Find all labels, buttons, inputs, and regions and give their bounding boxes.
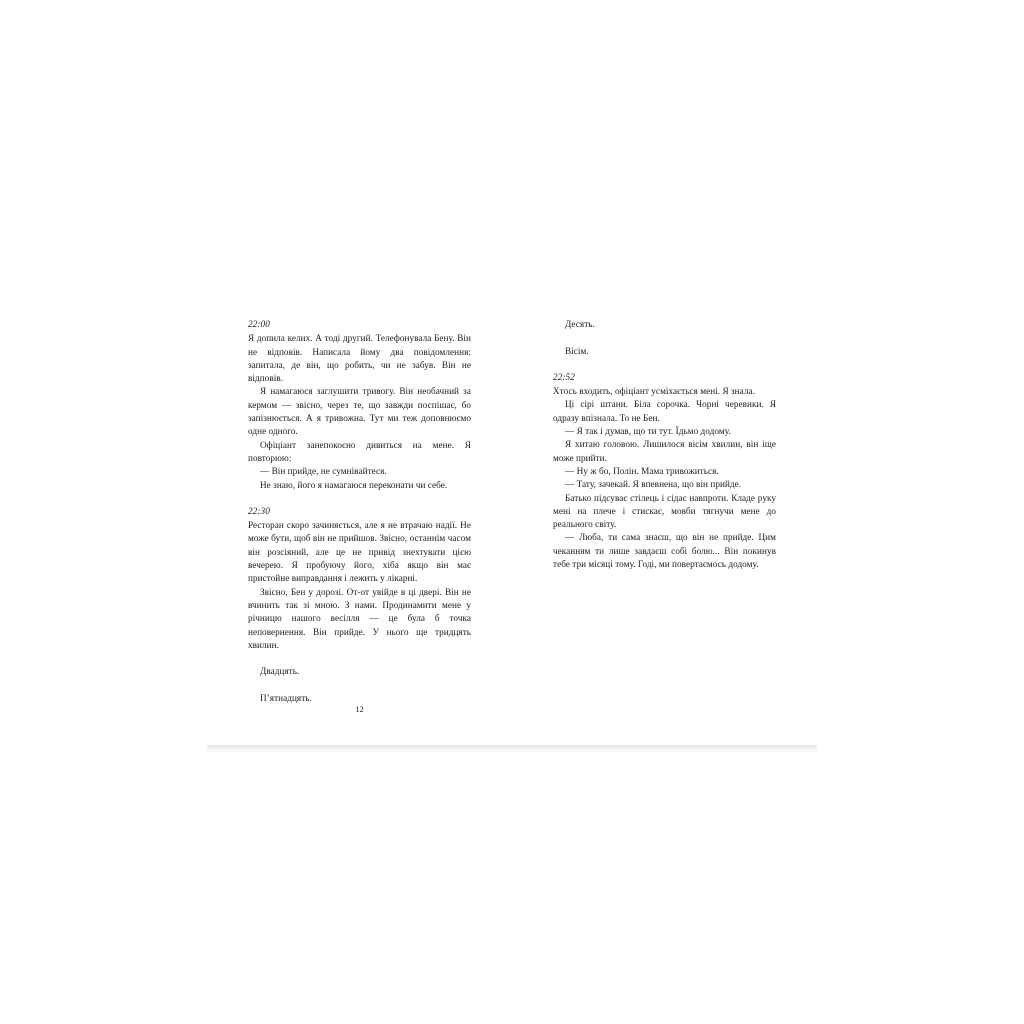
dialogue-line: — Тату, зачекай. Я впевнена, що він прийде. (565, 479, 742, 490)
dialogue-line: — Ну ж бо, Полін. Мама тривожиться. (565, 465, 719, 476)
paragraph: Ресторан скоро зачиняється, але я не втрачаю надії. Не може бути, щоб він не прийшов. Звісно, останнім часом він розсіяний, але це не привід знехтувати цією вечерею. Я пробуючу його, хіба якщо він має пристойне виправдання і лежить у лікарні. (248, 520, 471, 584)
page-edge-shadow (207, 745, 817, 753)
paragraph: Офіціант занепокоєно дивиться на мене. Я повторюю: (248, 439, 471, 463)
paragraph: Я допила келих. А тоді другий. Телефонувала Бену. Він не відповів. Написала йому два повідомлення: запитала, де він, що робить, чи не забув. Він не відповів. (248, 333, 471, 384)
paragraph: Я хитаю головою. Лишилося вісім хвилин, він іще може прийти. (553, 439, 776, 463)
dialogue-line: — Люба, ти сама знаєш, що він не прийде. Цим чеканням ти лише завдаєш собі болю... Він покинув тебе три місяці тому. Годі, ми повертаємось додому. (553, 532, 776, 570)
countdown-line: П’ятнадцять. (260, 693, 312, 704)
paragraph: Батько підсуває стілець і сідає навпроти. Кладе руку мені на плече і стискає, мовби тягнучи мене до реального світу. (553, 492, 776, 530)
timestamp-2200: 22:00 (248, 319, 270, 329)
text-spread (248, 318, 793, 738)
paragraph: Я намагаюся заглушити тривогу. Він необачний за кермом — звісно, через те, що завжди поспішає, бо запізнюється. А я тривожна. Тут ми теж доповнюємо одне одного. (248, 386, 471, 437)
paragraph: Ці сірі штани. Біла сорочка. Чорні черевики. Я одразу впізнала. То не Бен. (553, 399, 776, 423)
dialogue-line: — Він прийде, не сумнівайтеся. (260, 466, 387, 477)
countdown-line: Десять. (565, 319, 595, 329)
right-text-column (553, 318, 776, 571)
paragraph: Не знаю, його я намагаюся переконати чи себе. (260, 479, 448, 490)
left-text-column (248, 318, 471, 705)
paragraph: Звісно, Бен у дорозі. От-от увійде в ці двері. Він не вчинить так зі мною. З нами. Продинамити мене у річницю нашого весілля — це була б точка неповернення. Він прийде. У нього ще тридцять хвилин. (248, 586, 471, 650)
page-number: 12 (355, 705, 364, 714)
paragraph: Хтось входить, офіціант усміхається мені. Я знала. (553, 386, 755, 397)
countdown-line: Вісім. (565, 345, 589, 356)
dialogue-line: — Я так і думав, що ти тут. Їдьмо додому. (565, 426, 731, 437)
timestamp-2252: 22:52 (553, 371, 575, 382)
timestamp-2230: 22:30 (248, 505, 270, 516)
countdown-line: Двадцять. (260, 666, 300, 677)
